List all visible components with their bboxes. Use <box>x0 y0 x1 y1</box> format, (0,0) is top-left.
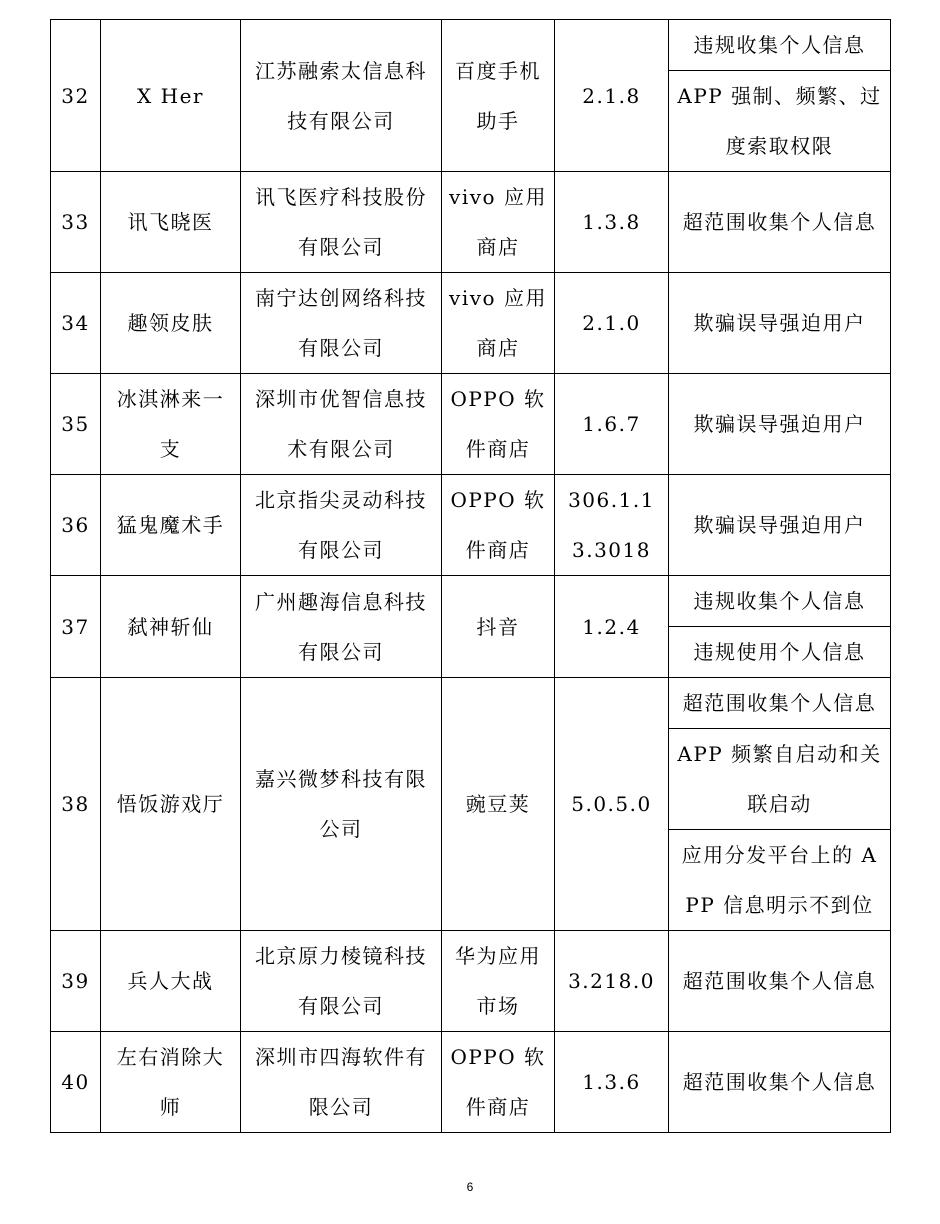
page-number: 6 <box>466 1180 474 1194</box>
table-row <box>51 931 891 1032</box>
violation-issue: 超范围收集个人信息 <box>669 1032 891 1133</box>
table-row <box>51 172 891 273</box>
app-store: OPPO 软件商店 <box>442 475 555 576</box>
violation-issue: 欺骗误导强迫用户 <box>669 475 891 576</box>
app-version: 1.3.8 <box>555 172 669 273</box>
app-store: OPPO 软件商店 <box>442 374 555 475</box>
company-name: 北京原力棱镜科技有限公司 <box>241 931 442 1032</box>
app-version: 306.1.13.3018 <box>555 475 669 576</box>
violation-issue: 应用分发平台上的 APP 信息明示不到位 <box>669 830 891 931</box>
app-violation-table <box>50 19 891 1133</box>
row-number: 39 <box>51 931 101 1032</box>
app-version: 1.3.6 <box>555 1032 669 1133</box>
table-row <box>51 273 891 374</box>
company-name: 广州趣海信息科技有限公司 <box>241 576 442 678</box>
row-number: 38 <box>51 678 101 931</box>
table-body <box>51 20 891 1133</box>
app-version: 1.2.4 <box>555 576 669 678</box>
violation-issue: 超范围收集个人信息 <box>669 678 891 729</box>
table-row <box>51 678 891 729</box>
app-name: 左右消除大师 <box>101 1032 241 1133</box>
app-version: 1.6.7 <box>555 374 669 475</box>
app-version: 2.1.8 <box>555 20 669 172</box>
company-name: 江苏融索太信息科技有限公司 <box>241 20 442 172</box>
app-store: OPPO 软件商店 <box>442 1032 555 1133</box>
row-number: 32 <box>51 20 101 172</box>
company-name: 南宁达创网络科技有限公司 <box>241 273 442 374</box>
row-number: 37 <box>51 576 101 678</box>
app-version: 2.1.0 <box>555 273 669 374</box>
violation-issue: APP 频繁自启动和关联启动 <box>669 729 891 830</box>
table-row <box>51 20 891 71</box>
app-store: 华为应用市场 <box>442 931 555 1032</box>
app-name: 兵人大战 <box>101 931 241 1032</box>
app-store: 豌豆荚 <box>442 678 555 931</box>
app-name: 讯飞晓医 <box>101 172 241 273</box>
app-name: X Her <box>101 20 241 172</box>
row-number: 33 <box>51 172 101 273</box>
violation-issue: 欺骗误导强迫用户 <box>669 374 891 475</box>
app-name: 冰淇淋来一支 <box>101 374 241 475</box>
app-store: 抖音 <box>442 576 555 678</box>
violation-issue: APP 强制、频繁、过度索取权限 <box>669 71 891 172</box>
app-name: 弑神斩仙 <box>101 576 241 678</box>
violation-issue: 违规使用个人信息 <box>669 627 891 678</box>
violation-issue: 违规收集个人信息 <box>669 20 891 71</box>
company-name: 深圳市四海软件有限公司 <box>241 1032 442 1133</box>
table-row <box>51 374 891 475</box>
app-store: vivo 应用商店 <box>442 172 555 273</box>
violation-issue: 欺骗误导强迫用户 <box>669 273 891 374</box>
row-number: 35 <box>51 374 101 475</box>
app-store: 百度手机助手 <box>442 20 555 172</box>
app-version: 3.218.0 <box>555 931 669 1032</box>
app-name: 悟饭游戏厅 <box>101 678 241 931</box>
row-number: 34 <box>51 273 101 374</box>
app-name: 趣领皮肤 <box>101 273 241 374</box>
company-name: 嘉兴微梦科技有限公司 <box>241 678 442 931</box>
row-number: 40 <box>51 1032 101 1133</box>
app-name: 猛鬼魔术手 <box>101 475 241 576</box>
table-row <box>51 576 891 627</box>
company-name: 讯飞医疗科技股份有限公司 <box>241 172 442 273</box>
company-name: 北京指尖灵动科技有限公司 <box>241 475 442 576</box>
table-row <box>51 1032 891 1133</box>
row-number: 36 <box>51 475 101 576</box>
company-name: 深圳市优智信息技术有限公司 <box>241 374 442 475</box>
table-row <box>51 475 891 576</box>
app-version: 5.0.5.0 <box>555 678 669 931</box>
app-store: vivo 应用商店 <box>442 273 555 374</box>
violation-issue: 违规收集个人信息 <box>669 576 891 627</box>
violation-issue: 超范围收集个人信息 <box>669 172 891 273</box>
violation-issue: 超范围收集个人信息 <box>669 931 891 1032</box>
